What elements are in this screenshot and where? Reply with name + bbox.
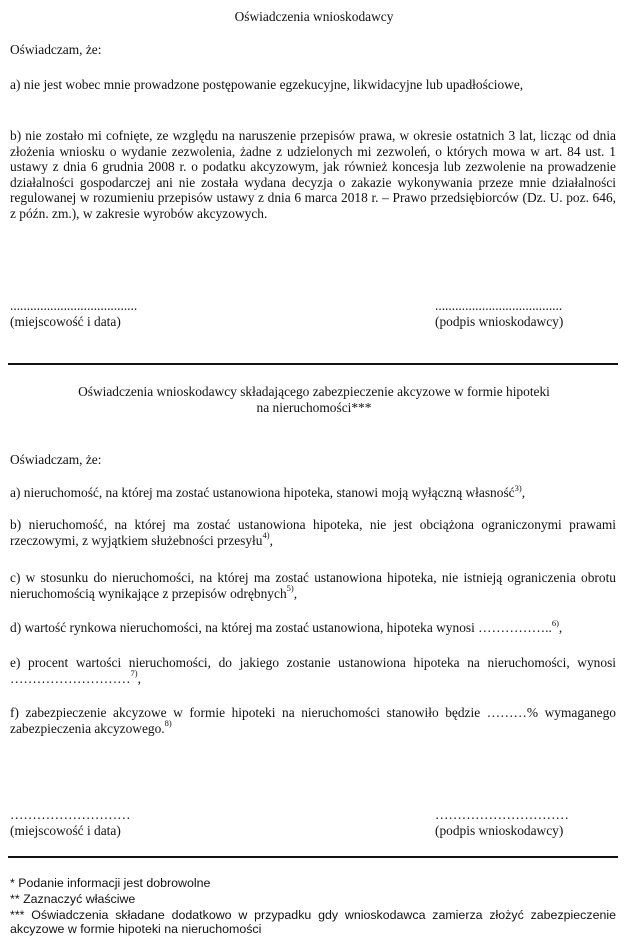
section1-signature-label: (podpis wnioskodawcy) (435, 314, 564, 329)
footnote-ref: 8) (164, 718, 172, 729)
footnote-1: * Podanie informacji jest dobrowolne (10, 876, 211, 890)
section1-item-b: b) nie zostało mi cofnięte, ze względu na naruszenie przepisów prawa, w okresie ostatnich 3 lat, licząc od dnia złożenia wniosku o wydanie zezwolenia, żadne z udzielonych mi zezwoleń, o których mowa w art. 84 ust. 1 ustawy z dnia 6 grudnia 2008 r. o podatku akcyzowym, jak również koncesja lub zezwolenie na prowadzenie działalności gospodarczej ani nie została wydana decyzja o zakazie wykonywania przeze mnie działalności regulowanej w rozumieniu przepisów ustawy z dnia 6 marca 2018 r. – Prawo przedsiębiorców (Dz. U. poz. 646, z późn. zm.), w zakresie wyrobów akcyzowych. (10, 128, 616, 221)
footnote-3: *** Oświadczenia składane dodatkowo w przypadku gdy wnioskodawca zamierza złożyć zabezpieczenie akcyzowe w formie hipoteki na nieruchomości (10, 908, 616, 937)
section2-intro: Oświadczam, że: (10, 452, 102, 467)
footnote-divider (8, 856, 618, 858)
section-divider (8, 363, 618, 365)
section2-place-date-label: (miejscowość i data) (10, 823, 121, 838)
footnote-ref: 3) (514, 482, 522, 493)
section2-item-d: d) wartość rynkowa nieruchomości, na której ma zostać ustanowiona, hipoteka wynosi ……………..$^{6)}$, (10, 617, 563, 635)
section1-title: Oświadczenia wnioskodawcy (234, 9, 394, 24)
footnote-ref: 6) (551, 617, 559, 628)
section1-place-date-dots: ...................................... (10, 298, 138, 313)
footnote-ref: 4) (262, 530, 270, 541)
section2-item-f: f) zabezpieczenie akcyzowe w formie hipoteki na nieruchomości stanowiło będzie ………% wymaganego zabezpieczenia akcyzowego.$^{8)}$ (10, 705, 616, 736)
section2-item-a: a) nieruchomość, na której ma zostać ustanowiona hipoteka, stanowi moją wyłączną własność$^{3)}$, (10, 482, 526, 500)
section1-place-date-label: (miejscowość i data) (10, 314, 121, 329)
section2-item-b: b) nieruchomość, na której ma zostać ustanowiona hipoteka, nie jest obciążona ograniczonymi prawami rzeczowymi, z wyjątkiem służebności przesyłu$^{4)}$, (10, 517, 616, 548)
section2-signature-label: (podpis wnioskodawcy) (435, 823, 564, 838)
section2-item-e: e) procent wartości nieruchomości, do jakiego zostanie ustanowiona hipoteka na nieruchomości, wynosi ………………………$^{7)}$, (10, 655, 616, 686)
footnote-ref: 5) (286, 583, 294, 594)
section2-signature-dots: ………………………… (435, 807, 569, 822)
section2-place-date-dots: ……………………… (10, 807, 131, 822)
footnote-2: ** Zaznaczyć właściwe (10, 892, 136, 906)
section2-item-c: c) w stosunku do nieruchomości, na której ma zostać ustanowiona hipoteka, nie istnieją ograniczenia obrotu nieruchomością wynikające z przepisów odrębnych$^{5)}$, (10, 570, 616, 601)
section1-item-a: a) nie jest wobec mnie prowadzone postępowanie egzekucyjne, likwidacyjne lub upadłościowe, (10, 77, 524, 92)
section2-title-line1: Oświadczenia wnioskodawcy składającego zabezpieczenie akcyzowe w formie hipoteki (78, 384, 550, 399)
section1-signature-dots: ...................................... (435, 298, 563, 313)
section1-intro: Oświadczam, że: (10, 42, 102, 57)
footnote-ref: 7) (130, 668, 138, 679)
section2-title-line2: na nieruchomości*** (256, 400, 372, 415)
